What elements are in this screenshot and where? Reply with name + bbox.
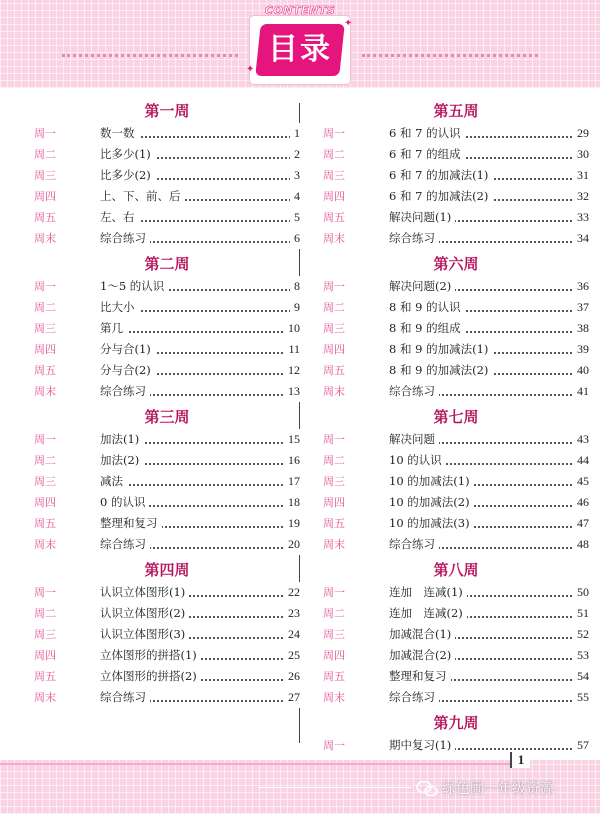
toc-entry-title: 加法(1) [100,429,143,450]
toc-entry [22,645,312,666]
toc-entry-title: 比大小 [100,297,139,318]
toc-entry [22,603,312,624]
footer-underline [258,787,411,788]
toc-entry-title: 解决问题(1) [389,207,455,228]
toc-entry [311,123,600,144]
toc-entry-day: 周一 [34,280,56,293]
toc-entry-page: 50 [573,582,589,603]
toc-entry-title: 第几 [100,318,127,339]
toc-entry [22,624,312,645]
toc-entry-title: 比多少(1) [100,144,155,165]
toc-entry-page: 45 [573,471,589,492]
toc-entry-title: 6 和 7 的认识 [389,123,465,144]
footer-rule [0,763,512,765]
toc-entry-title: 立体图形的拼搭(2) [100,666,201,687]
toc-entry-title: 连加 连减(1) [389,582,467,603]
toc-entry-title: 加减混合(2) [389,645,455,666]
toc-entry-day: 周五 [34,670,56,683]
toc-entry-title: 8 和 9 的组成 [389,318,465,339]
toc-entry-title: 解决问题 [389,429,439,450]
toc-entry [311,339,600,360]
toc-entry-title: 分与合(1) [100,339,155,360]
toc-entry [311,534,600,555]
toc-entry-page: 53 [573,645,589,666]
toc-entry-page: 30 [573,144,589,165]
week-heading: 第一周 [144,102,190,120]
toc-entry-page: 32 [573,186,589,207]
toc-entry [311,381,600,402]
toc-entry [311,207,600,228]
toc-entry-day: 周五 [323,211,345,224]
toc-entry-day: 周末 [323,232,345,245]
toc-entry-day: 周末 [34,538,56,551]
toc-entry-page: 39 [573,339,589,360]
toc-entry-page: 2 [290,144,300,165]
toc-entry-day: 周四 [323,190,345,203]
toc-entry-day: 周五 [34,211,56,224]
toc-entry-page: 24 [284,624,300,645]
header-dotted-rule-left [62,54,238,57]
week-heading: 第三周 [144,408,190,426]
toc-entry [22,582,312,603]
toc-entry [311,582,600,603]
week-heading: 第九周 [433,714,479,732]
toc-entry-page: 10 [284,318,300,339]
toc-entry-day: 周一 [323,127,345,140]
toc-entry-page: 55 [573,687,589,708]
toc-entry-day: 周四 [323,496,345,509]
toc-entry [22,429,312,450]
toc-entry-page: 52 [573,624,589,645]
toc-entry [311,144,600,165]
toc-entry-day: 周三 [34,628,56,641]
toc-entry-day: 周二 [34,301,56,314]
toc-entry-title: 数一数 [100,123,139,144]
toc-entry [22,228,312,249]
toc-entry-day: 周一 [323,433,345,446]
toc-entry [311,318,600,339]
toc-entry-day: 周三 [34,475,56,488]
toc-entry-day: 周末 [323,691,345,704]
toc-entry-page: 51 [573,603,589,624]
toc-entry-page: 15 [284,429,300,450]
week-heading: 第七周 [433,408,479,426]
toc-entry-day: 周一 [34,586,56,599]
toc-entry-title: 综合练习 [100,534,150,555]
toc-entry [22,666,312,687]
toc-entry-page: 1 [290,123,300,144]
toc-entry-day: 周三 [323,628,345,641]
toc-entry [22,360,312,381]
toc-entry [311,513,600,534]
toc-entry [311,471,600,492]
wechat-icon [416,780,438,798]
toc-entry-page: 3 [290,165,300,186]
toc-entry [22,534,312,555]
toc-entry-title: 认识立体图形(1) [100,582,189,603]
toc-entry [22,450,312,471]
toc-entry [22,492,312,513]
toc-entry [311,186,600,207]
toc-entry-title: 加法(2) [100,450,143,471]
toc-entry-page: 40 [573,360,589,381]
toc-entry-day: 周二 [323,454,345,467]
toc-entry [311,687,600,708]
toc-entry-page: 19 [284,513,300,534]
toc-entry-day: 周一 [323,739,345,752]
toc-entry [311,228,600,249]
toc-entry-day: 周五 [323,670,345,683]
toc-entry [311,603,600,624]
toc-entry [22,276,312,297]
toc-entry-title: 8 和 9 的认识 [389,297,465,318]
toc-entry-page: 5 [290,207,300,228]
toc-entry [22,144,312,165]
toc-entry-title: 综合练习 [100,381,150,402]
toc-entry-page: 20 [284,534,300,555]
week-heading: 第五周 [433,102,479,120]
header-dotted-rule-right [362,54,538,57]
toc-entry-title: 10 的加减法(2) [389,492,474,513]
toc-entry-title: 综合练习 [389,534,439,555]
toc-entry [22,165,312,186]
watermark-text: 绿色圃一年级资源 [442,781,554,797]
toc-entry [311,165,600,186]
toc-entry-page: 25 [284,645,300,666]
toc-entry [311,492,600,513]
toc-entry-page: 31 [573,165,589,186]
toc-entry-day: 周末 [34,691,56,704]
toc-entry-day: 周五 [34,364,56,377]
toc-entry-day: 周三 [323,475,345,488]
toc-entry-page: 37 [573,297,589,318]
toc-entry-title: 10 的认识 [389,450,446,471]
toc-entry [22,687,312,708]
toc-entry [311,429,600,450]
toc-entry-title: 整理和复习 [100,513,162,534]
toc-entry-page: 27 [284,687,300,708]
toc-entry-title: 连加 连减(2) [389,603,467,624]
toc-entry-title: 分与合(2) [100,360,155,381]
toc-entry-day: 周四 [34,496,56,509]
toc-entry-page: 9 [290,297,300,318]
toc-entry-day: 周二 [34,607,56,620]
toc-entry-page: 26 [284,666,300,687]
toc-entry-title: 10 的加减法(3) [389,513,474,534]
logo-subtitle: CONTENTS [264,4,336,17]
toc-entry-day: 周一 [34,127,56,140]
toc-entry-page: 41 [573,381,589,402]
week-heading: 第六周 [433,255,479,273]
toc-entry-page: 33 [573,207,589,228]
toc-entry-day: 周二 [323,301,345,314]
toc-entry [22,207,312,228]
toc-entry [22,297,312,318]
toc-entry-title: 加减混合(1) [389,624,455,645]
toc-entry-day: 周五 [323,364,345,377]
toc-entry-page: 43 [573,429,589,450]
toc-entry-page: 38 [573,318,589,339]
toc-entry [22,471,312,492]
toc-entry [311,624,600,645]
contents-logo [240,4,360,86]
toc-entry-title: 6 和 7 的组成 [389,144,465,165]
toc-entry-page: 44 [573,450,589,471]
toc-entry-page: 8 [290,276,300,297]
toc-entry-title: 认识立体图形(3) [100,624,189,645]
toc-entry-day: 周一 [34,433,56,446]
toc-entry-title: 综合练习 [100,228,150,249]
toc-entry-title: 整理和复习 [389,666,451,687]
toc-entry-title: 0 的认识 [100,492,149,513]
toc-entry-page: 48 [573,534,589,555]
toc-entry-day: 周末 [323,538,345,551]
week-heading: 第二周 [144,255,190,273]
toc-entry [22,318,312,339]
toc-entry-title: 8 和 9 的加减法(2) [389,360,492,381]
toc-entry [22,186,312,207]
toc-entry [311,297,600,318]
toc-entry [311,276,600,297]
toc-entry-title: 立体图形的拼搭(1) [100,645,201,666]
toc-entry-day: 周一 [323,586,345,599]
toc-entry [22,513,312,534]
week-heading: 第八周 [433,561,479,579]
toc-entry-title: 左、右 [100,207,139,228]
toc-entry-title: 解决问题(2) [389,276,455,297]
toc-entry-page: 22 [284,582,300,603]
toc-entry-title: 1～5 的认识 [100,276,168,297]
toc-entry-day: 周末 [34,385,56,398]
toc-entry-page: 12 [284,360,300,381]
toc-leader-dots [102,484,294,486]
toc-entry-day: 周末 [323,385,345,398]
toc-entry-page: 11 [284,339,300,360]
toc-entry-day: 周二 [34,148,56,161]
toc-entry-title: 综合练习 [100,687,150,708]
toc-entry-page: 29 [573,123,589,144]
week-heading: 第四周 [144,561,190,579]
toc-entry-day: 周一 [323,280,345,293]
toc-entry-day: 周三 [34,169,56,182]
toc-entry-day: 周三 [323,169,345,182]
toc-entry-page: 18 [284,492,300,513]
toc-entry-title: 认识立体图形(2) [100,603,189,624]
toc-entry-page: 54 [573,666,589,687]
toc-entry-day: 周三 [34,322,56,335]
toc-entry [311,735,600,756]
toc-entry [311,450,600,471]
toc-column-right [311,96,600,756]
toc-entry-page: 16 [284,450,300,471]
toc-entry-day: 周二 [34,454,56,467]
toc-entry-page: 13 [284,381,300,402]
star-icon: ✦ [246,64,255,75]
toc-entry [22,381,312,402]
toc-entry-title: 6 和 7 的加减法(2) [389,186,492,207]
page-title: 目录 [268,32,332,67]
watermark [416,778,554,800]
page-number: 1 [510,752,530,768]
toc-entry-day: 周四 [323,649,345,662]
toc-entry [311,360,600,381]
toc-entry-page: 17 [284,471,300,492]
toc-entry-day: 周五 [323,517,345,530]
toc-entry-title: 比多少(2) [100,165,155,186]
toc-leader-dots [102,331,294,333]
toc-entry-day: 周五 [34,517,56,530]
toc-entry-day: 周四 [323,343,345,356]
toc-entry-title: 8 和 9 的加减法(1) [389,339,492,360]
toc-entry-title: 减法 [100,471,127,492]
toc-column-left [22,96,312,708]
toc-entry [22,123,312,144]
toc-entry-title: 综合练习 [389,228,439,249]
toc-entry-day: 周三 [323,322,345,335]
toc-entry-day: 周末 [34,232,56,245]
toc-entry-day: 周二 [323,607,345,620]
toc-entry [311,645,600,666]
toc-entry-title: 期中复习(1) [389,735,455,756]
toc-entry-page: 36 [573,276,589,297]
toc-entry-title: 10 的加减法(1) [389,471,474,492]
toc-entry-page: 57 [573,735,589,756]
toc-entry-title: 上、下、前、后 [100,186,185,207]
toc-entry-day: 周四 [34,190,56,203]
star-icon: ✦ [344,18,353,29]
toc-entry-page: 34 [573,228,589,249]
toc-entry-page: 46 [573,492,589,513]
toc-entry-title: 6 和 7 的加减法(1) [389,165,492,186]
toc-entry-title: 综合练习 [389,381,439,402]
toc-entry-day: 周四 [34,343,56,356]
toc-entry-day: 周二 [323,148,345,161]
toc-entry-page: 4 [290,186,300,207]
toc-entry-day: 周四 [34,649,56,662]
toc-entry-page: 23 [284,603,300,624]
toc-entry [22,339,312,360]
toc-entry [311,666,600,687]
toc-entry-page: 6 [290,228,300,249]
toc-entry-title: 综合练习 [389,687,439,708]
toc-entry-page: 47 [573,513,589,534]
